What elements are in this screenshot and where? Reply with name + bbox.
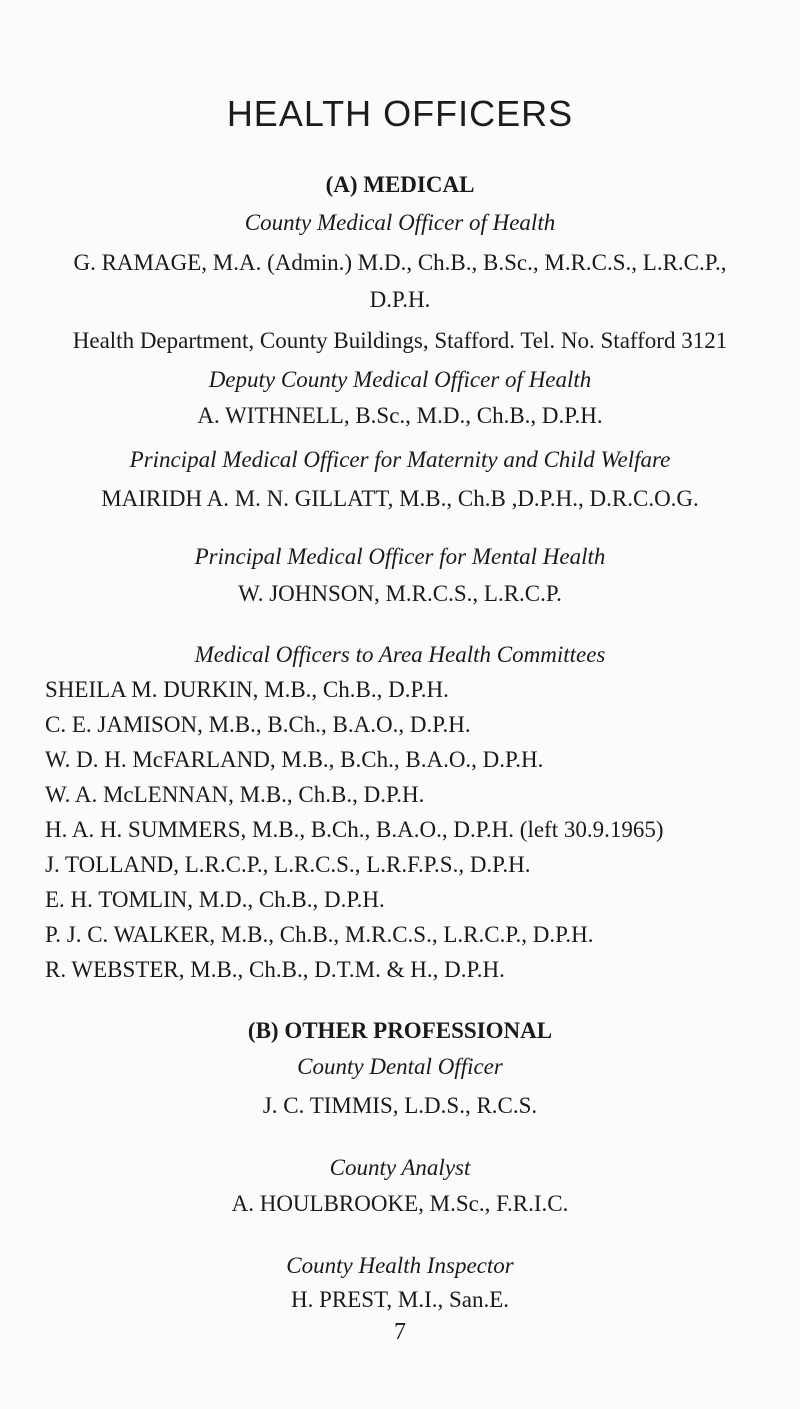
page-number: 7 <box>394 1319 406 1345</box>
area-officer-item: W. D. H. McFARLAND, M.B., B.Ch., B.A.O., D.P.H. <box>45 747 544 772</box>
area-officer-item: SHEILA M. DURKIN, M.B., Ch.B., D.P.H. <box>45 677 449 702</box>
section-a-heading: (A) MEDICAL <box>325 172 475 197</box>
dental-officer-title: County Dental Officer <box>297 1054 503 1079</box>
area-officer-item: P. J. C. WALKER, M.B., Ch.B., M.R.C.S., L.R.C.P., D.P.H. <box>45 922 594 947</box>
mental-health-title: Principal Medical Officer for Mental Health <box>194 544 606 569</box>
health-inspector-title: County Health Inspector <box>286 1253 514 1278</box>
area-officer-item: H. A. H. SUMMERS, M.B., B.Ch., B.A.O., D.P.H. (left 30.9.1965) <box>45 817 664 842</box>
area-officer-item: E. H. TOMLIN, M.D., Ch.B., D.P.H. <box>45 887 385 912</box>
section-b-heading: (B) OTHER PROFESSIONAL <box>247 1018 553 1043</box>
county-mo-address: Health Department, County Buildings, Stafford. Tel. No. Stafford 3121 <box>72 328 728 353</box>
deputy-title: Deputy County Medical Officer of Health <box>208 367 592 392</box>
mental-health-name: W. JOHNSON, M.R.C.S., L.R.C.P. <box>238 581 562 606</box>
county-mo-name-line1: G. RAMAGE, M.A. (Admin.) M.D., Ch.B., B.Sc., M.R.C.S., L.R.C.P., <box>73 250 727 275</box>
maternity-title: Principal Medical Officer for Maternity and Child Welfare <box>129 447 671 472</box>
county-analyst-title: County Analyst <box>329 1155 471 1180</box>
county-mo-title: County Medical Officer of Health <box>244 210 556 235</box>
area-officer-item: R. WEBSTER, M.B., Ch.B., D.T.M. & H., D.P.H. <box>45 957 505 982</box>
page-title: HEALTH OFFICERS <box>226 93 574 134</box>
county-analyst-name: A. HOULBROOKE, M.Sc., F.R.I.C. <box>231 1191 569 1216</box>
area-committees-title: Medical Officers to Area Health Committees <box>194 642 606 667</box>
health-inspector-name: H. PREST, M.I., San.E. <box>290 1287 510 1312</box>
dental-officer-name: J. C. TIMMIS, L.D.S., R.C.S. <box>262 1093 538 1118</box>
county-mo-name-line2: D.P.H. <box>369 287 431 312</box>
area-officer-item: J. TOLLAND, L.R.C.P., L.R.C.S., L.R.F.P.S., D.P.H. <box>45 852 531 877</box>
area-officer-item: C. E. JAMISON, M.B., B.Ch., B.A.O., D.P.H. <box>45 712 471 737</box>
deputy-name: A. WITHNELL, B.Sc., M.D., Ch.B., D.P.H. <box>197 403 603 428</box>
area-officer-item: W. A. McLENNAN, M.B., Ch.B., D.P.H. <box>45 782 425 807</box>
maternity-name: MAIRIDH A. M. N. GILLATT, M.B., Ch.B ,D.P.H., D.R.C.O.G. <box>101 486 699 511</box>
